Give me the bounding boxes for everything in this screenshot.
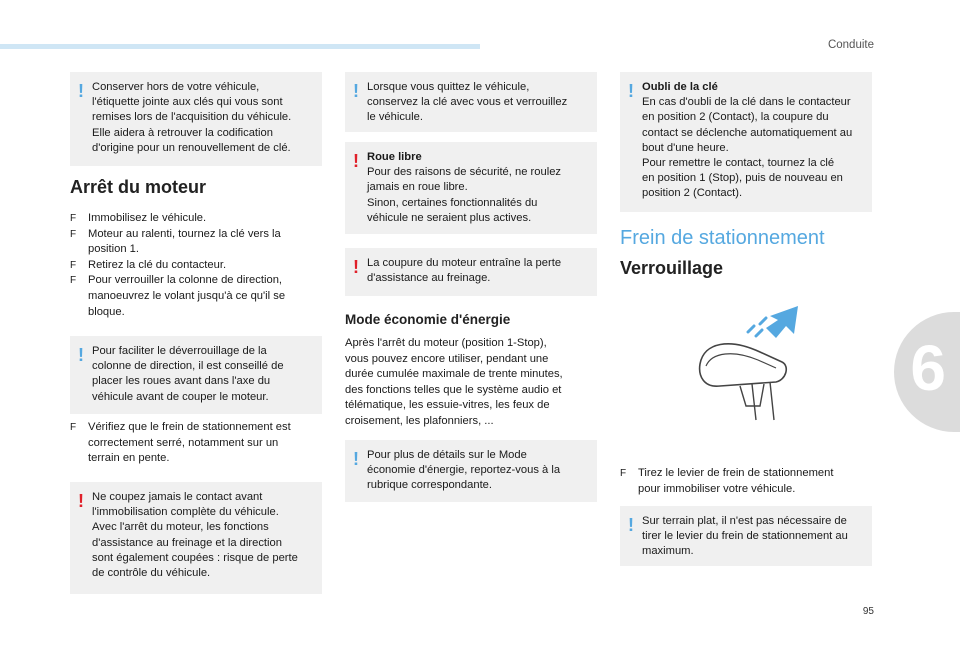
info-box-energy-mode: ! Pour plus de détails sur le Mode économie d'énergie, reportez-vous à la rubrique correspondante. [345,440,597,502]
warning-box-ignition: ! Ne coupez jamais le contact avant l'immobilisation complète du véhicule. Avec l'arrêt du moteur, les fonctions d'assistance au freinage et la direction sont également coupées : risque de perte de contrôle du véhicule. [70,482,322,594]
info-icon: ! [78,81,84,101]
list-item: F Pour verrouiller la colonne de direction, manoeuvrez le volant jusqu'à ce qu'il se bloque. [70,274,286,318]
warning-icon: ! [353,151,359,171]
parking-brake-step [620,466,872,497]
info-icon: ! [628,81,634,101]
warning-icon: ! [78,491,84,511]
heading-locking: Verrouillage [620,258,724,278]
section-name: Conduite [827,39,874,51]
check-icon: F [70,422,77,433]
check-icon: F [70,259,77,271]
list-item: F Immobilisez le véhicule. [70,211,322,227]
info-box-steering: ! Pour faciliter le déverrouillage de la colonne de direction, il est conseillé de placer les roues avant dans l'axe du véhicule avant de couper le moteur. [70,336,322,414]
list-item: F Retirez la clé du contacteur. [70,258,322,274]
info-icon: ! [353,449,359,469]
list-item: F Vérifiez que le frein de stationnement est correctement serré, notamment sur un terrain en pente. [70,421,291,465]
check-icon: F [70,275,77,287]
check-icon: F [70,228,77,240]
info-box-forgotten-key: ! Oubli de la clé En cas d'oubli de la clé dans le contacteur en position 2 (Contact), la coupure du contact se déclenche automatiquement au bout d'une heure. Pour remettre le contact, tournez la clé en position 1 (Stop), puis de nouveau en position 2 (Contact). [620,72,872,212]
info-box-leave-vehicle: ! Lorsque vous quittez le véhicule, conservez la clé avec vous et verrouillez le véhicule. [345,72,597,132]
chapter-number: 6 [910,332,946,404]
energy-saving-text: Après l'arrêt du moteur (position 1-Stop), vous pouvez encore utiliser, pendant une durée cumulée maximale de trente minutes, des fonctions telles que le système audio et télématique, les essuie-vitres, les feux de croisement, les plafonniers, ... [345,337,563,427]
info-icon: ! [78,345,84,365]
info-icon: ! [628,515,634,535]
page-number: 95 [862,606,874,617]
info-box-flat-ground: ! Sur terrain plat, il n'est pas nécessaire de tirer le levier du frein de stationnement au maximum. [620,506,872,566]
engine-stop-steps [70,211,322,320]
parking-brake-check [70,420,322,467]
heading-parking-brake: Frein de stationnement [620,227,825,249]
check-icon: F [70,213,77,224]
header-bar [0,44,480,49]
parking-brake-lever-illustration [690,302,810,422]
check-icon: F [620,468,627,479]
list-item: F Tirez le levier de frein de stationnement pour immobiliser votre véhicule. [620,467,834,495]
info-icon: ! [353,81,359,101]
info-box-key-label: ! Conserver hors de votre véhicule, l'étiquette jointe aux clés qui vous sont remises lors de l'acquisition du véhicule. Elle aidera à retrouver la codification d'origine pour un renouvellement de clé. [70,72,322,166]
heading-engine-stop: Arrêt du moteur [70,177,207,197]
heading-energy-saving: Mode économie d'énergie [345,312,511,327]
warning-icon: ! [353,257,359,277]
warning-box-brake-assist: ! La coupure du moteur entraîne la perte d'assistance au freinage. [345,248,597,296]
warning-box-freewheel: ! Roue libre Pour des raisons de sécurité, ne roulez jamais en roue libre. Sinon, certaines fonctionnalités du véhicule ne seraient plus actives. [345,142,597,234]
list-item: F Moteur au ralenti, tournez la clé vers la position 1. [70,227,281,256]
